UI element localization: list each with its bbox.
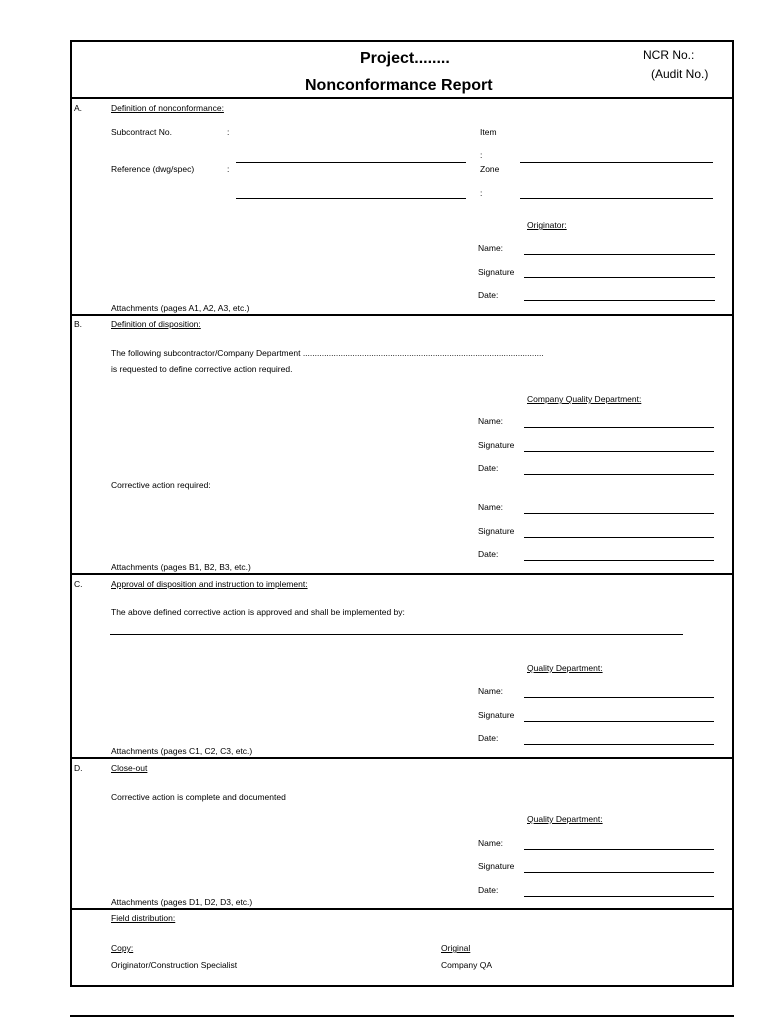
qd-d-name-label: Name: <box>478 838 504 848</box>
frame-left <box>70 40 72 986</box>
originator-date-field[interactable] <box>524 300 715 301</box>
header-divider <box>70 97 734 99</box>
section-b-line1: The following subcontractor/Company Department ...................................................................................................... <box>111 348 544 358</box>
section-b-attachments: Attachments (pages B1, B2, B3, etc.) <box>111 562 251 572</box>
qd-c-signature-label: Signature <box>478 710 515 720</box>
section-c-heading: Approval of disposition and instruction to implement: <box>111 579 308 589</box>
section-b-heading: Definition of disposition: <box>111 319 201 329</box>
qd-d-signature-field[interactable] <box>524 872 714 873</box>
qd-d-date-label: Date: <box>478 885 499 895</box>
frame-bottom <box>70 985 734 987</box>
frame-right <box>732 40 734 986</box>
item-label: Item <box>480 127 497 137</box>
copy-heading: Copy: <box>111 943 134 953</box>
distribution-heading: Field distribution: <box>111 913 176 923</box>
qd-d-name-field[interactable] <box>524 849 714 850</box>
section-c-line1: The above defined corrective action is approved and shall be implemented by: <box>111 607 405 617</box>
reference-colon: : <box>227 164 230 174</box>
qd-c-date-label: Date: <box>478 733 499 743</box>
original-heading: Original <box>441 943 471 953</box>
implemented-by-field[interactable] <box>110 634 683 635</box>
frame-top <box>70 40 734 42</box>
qd-d-date-field[interactable] <box>524 896 714 897</box>
section-a-letter: A. <box>74 103 83 113</box>
section-a-divider <box>70 314 734 316</box>
corrective-action-label: Corrective action required: <box>111 480 211 490</box>
corrective-signature-field[interactable] <box>524 537 714 538</box>
section-b-divider <box>70 573 734 575</box>
section-a-attachments: Attachments (pages A1, A2, A3, etc.) <box>111 303 250 313</box>
section-a-heading: Definition of nonconformance: <box>111 103 224 113</box>
originator-name-field[interactable] <box>524 254 715 255</box>
original-value: Company QA <box>441 960 493 970</box>
reference-field-2[interactable] <box>236 198 466 199</box>
corrective-name-field[interactable] <box>524 513 714 514</box>
originator-name-label: Name: <box>478 243 504 253</box>
corrective-date-field[interactable] <box>524 560 714 561</box>
section-c-letter: C. <box>74 579 83 589</box>
copy-value: Originator/Construction Specialist <box>111 960 238 970</box>
section-b-line2: is requested to define corrective action required. <box>111 364 293 374</box>
section-d-divider <box>70 908 734 910</box>
reference-label: Reference (dwg/spec) <box>111 164 195 174</box>
cqd-name-field[interactable] <box>524 427 714 428</box>
footer-rule <box>70 1015 734 1017</box>
section-c-divider <box>70 757 734 759</box>
corrective-date-label: Date: <box>478 549 499 559</box>
qd-c-signature-field[interactable] <box>524 721 714 722</box>
zone-label: Zone <box>480 164 500 174</box>
cqd-signature-label: Signature <box>478 440 515 450</box>
originator-signature-field[interactable] <box>524 277 715 278</box>
reference-field-1[interactable] <box>236 162 466 163</box>
section-b-letter: B. <box>74 319 83 329</box>
qd-d-heading: Quality Department: <box>527 814 603 824</box>
cqd-heading: Company Quality Department: <box>527 394 642 404</box>
originator-heading: Originator: <box>527 220 567 230</box>
audit-no-label: (Audit No.) <box>651 67 709 81</box>
corrective-signature-label: Signature <box>478 526 515 536</box>
section-c-attachments: Attachments (pages C1, C2, C3, etc.) <box>111 746 253 756</box>
section-d-heading: Close-out <box>111 763 148 773</box>
item-colon: : <box>480 150 483 160</box>
subcontract-colon: : <box>227 127 230 137</box>
cqd-date-label: Date: <box>478 463 499 473</box>
page-title: Nonconformance Report <box>305 77 493 94</box>
originator-date-label: Date: <box>478 290 499 300</box>
corrective-name-label: Name: <box>478 502 504 512</box>
section-d-letter: D. <box>74 763 83 773</box>
subcontract-label: Subcontract No. <box>111 127 172 137</box>
zone-field[interactable] <box>520 198 713 199</box>
section-d-line1: Corrective action is complete and documented <box>111 792 286 802</box>
cqd-signature-field[interactable] <box>524 451 714 452</box>
qd-d-signature-label: Signature <box>478 861 515 871</box>
project-title: Project........ <box>360 50 450 67</box>
qd-c-heading: Quality Department: <box>527 663 603 673</box>
cqd-date-field[interactable] <box>524 474 714 475</box>
qd-c-name-label: Name: <box>478 686 504 696</box>
zone-colon: : <box>480 188 483 198</box>
item-field[interactable] <box>520 162 713 163</box>
ncr-no-label: NCR No.: <box>643 48 695 62</box>
originator-signature-label: Signature <box>478 267 515 277</box>
qd-c-date-field[interactable] <box>524 744 714 745</box>
qd-c-name-field[interactable] <box>524 697 714 698</box>
section-d-attachments: Attachments (pages D1, D2, D3, etc.) <box>111 897 253 907</box>
cqd-name-label: Name: <box>478 416 504 426</box>
